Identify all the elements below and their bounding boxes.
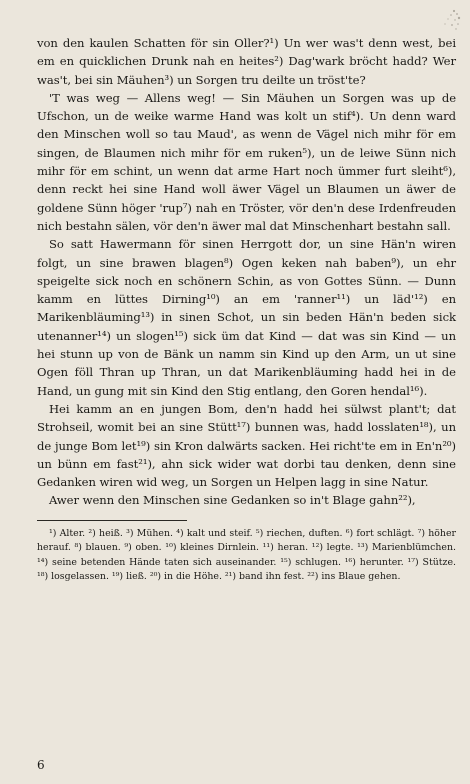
paragraph-5: Awer wenn den Minschen sine Gedanken so in't Blage gahn²²), bbox=[49, 493, 416, 508]
paragraph-2: 'T was weg — Allens weg! — Sin Mäuhen un Sorgen was up de Ufschon, un de weike warme Hand was kolt un stif⁴). Un denn ward den Minschen woll so tau Maud', as wenn de Vägel nich mihr för em singen, de Blaumen nich mihr för em ruken⁵), un de leiwe Sünn nich mihr för em schint, un wenn dat arme Hart noch ümmer furt sleiht⁶), denn reckt hei sine Hand woll äwer Vägel un Blaumen un äwer de goldene Sünn höger 'rup⁷) nah en Tröster, vör den'n dese Irdenfreuden nich bestahn sälen, vör den'n äwer mal dat Minschenhart bestahn sall. bbox=[37, 90, 456, 233]
paragraph-4: Hei kamm an en jungen Bom, den'n hadd hei sülwst plant't; dat Strohseil, womit bei an sine Stütt¹⁷) bunnen was, hadd losslaten¹⁸), un de junge Bom let¹⁹) sin Kron dalwärts sacken. Hei richt'te em in En'n²⁰) un bünn em fast²¹), ahn sick wider wat dorbi tau denken, denn sine Gedanken wiren wid weg, un Sorgen un Helpen lagg in sine Natur. bbox=[37, 401, 456, 490]
footnotes: ¹) Alter. ²) heiß. ³) Mühen. ⁴) kalt und steif. ⁵) riechen, duften. ⁶) fort schlägt. ⁷) höher herauf. ⁸) blauen. ⁹) oben. ¹⁰) kleines Dirnlein. ¹¹) heran. ¹²) legte. ¹³) Marienblümchen. ¹⁴) seine betenden Hände taten sich auseinander. ¹⁵) schlugen. ¹⁶) herunter. ¹⁷) Stütze. ¹⁸) losgelassen. ¹⁹) ließ. ²⁰) in die Höhe. ²¹) band ihn fest. ²²) ins Blaue gehen. bbox=[37, 527, 456, 582]
footnote-divider bbox=[37, 520, 187, 521]
page-number: 6 bbox=[37, 758, 45, 772]
page-body-text bbox=[37, 34, 456, 510]
paper-stain-mark bbox=[432, 6, 462, 34]
paragraph-3: So satt Hawermann för sinen Herrgott dor, un sine Hän'n wiren folgt, un sine brawen blagen⁸) Ogen keken nah baben⁹), un ehr speigelte sick noch en schönern Schin, as von Gottes Sünn. — Dunn kamm en lüttes Dirning¹⁰) an em 'ranner¹¹) un läd'¹²) en Marikenbläuming¹³) in sinen Schot, un sin beden Hän'n beden sick utenanner¹⁴) un slogen¹⁵) sick üm dat Kind — dat was sin Kind — un hei stunn up von de Bänk un namm sin Kind up den Arm, un ut sine Ogen föll Thran up Thran, un dat Marikenbläuming hadd hei in de Hand, un gung mit sin Kind den Stig entlang, den Goren hendal¹⁶). bbox=[37, 237, 456, 398]
paragraph-1: von den kaulen Schatten för sin Oller?¹) Un wer was't denn west, bei em en quicklichen Drunk nah en heites²) Dag'wark bröcht hadd? Wer was't, bei sin Mäuhen³) un Sorgen tru deilte un tröst'te? bbox=[37, 36, 456, 87]
